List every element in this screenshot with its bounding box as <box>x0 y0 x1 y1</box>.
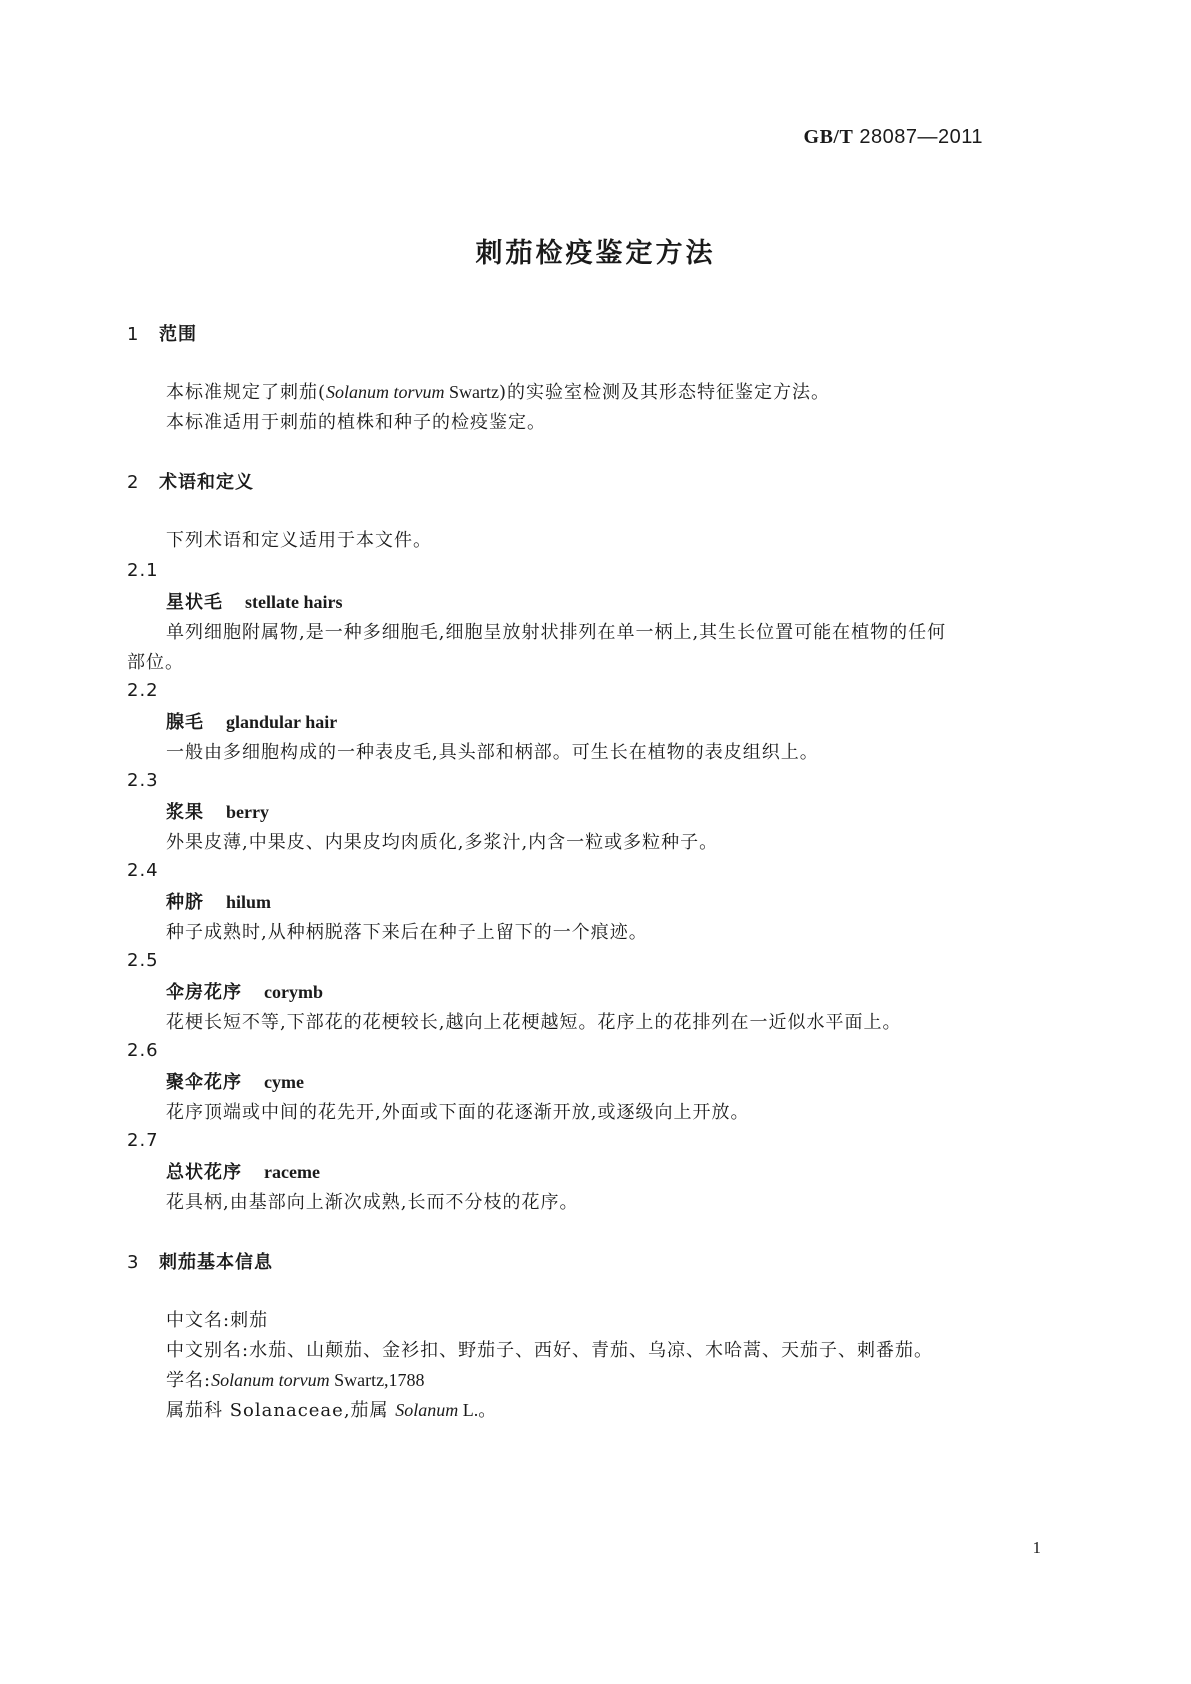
term-heading <box>166 588 342 614</box>
page-number: 1 <box>1032 1538 1041 1557</box>
section-1-heading <box>127 320 197 346</box>
author: Swartz,1788 <box>329 1370 425 1390</box>
term-en: stellate hairs <box>245 592 343 612</box>
author: Swartz <box>444 382 500 402</box>
term-definition: 一般由多细胞构成的一种表皮毛,具头部和柄部。可生长在植物的表皮组织上。 <box>166 742 819 763</box>
latin-name: Solanum <box>395 1400 459 1420</box>
section-3-heading <box>127 1248 273 1274</box>
text: 属茄科 Solanaceae,茄属 <box>166 1400 396 1421</box>
term-heading <box>166 978 323 1004</box>
family-genus <box>166 1396 496 1422</box>
standard-prefix: GB/T <box>803 126 854 148</box>
term-heading <box>166 888 271 914</box>
standard-code: 28087—2011 <box>859 126 983 148</box>
text: )的实验室检测及其形态特征鉴定方法。 <box>499 382 831 403</box>
term-en: glandular hair <box>226 712 338 732</box>
term-number: 2.4 <box>127 860 159 881</box>
term-number: 2.7 <box>127 1130 159 1151</box>
section-title: 范围 <box>159 324 197 345</box>
term-en: cyme <box>264 1072 304 1092</box>
chinese-name: 中文名:刺茄 <box>166 1310 269 1331</box>
text: L.。 <box>458 1400 497 1420</box>
section-number: 1 <box>127 324 140 345</box>
term-heading <box>166 1068 304 1094</box>
term-zh: 星状毛 <box>166 592 223 613</box>
section-2-intro: 下列术语和定义适用于本文件。 <box>166 530 432 551</box>
term-en: raceme <box>264 1162 320 1182</box>
term-zh: 浆果 <box>166 802 204 823</box>
term-definition: 花梗长短不等,下部花的花梗较长,越向上花梗越短。花序上的花排列在一近似水平面上。 <box>166 1012 902 1033</box>
section-1-paragraph-2: 本标准适用于刺茄的植株和种子的检疫鉴定。 <box>166 412 546 433</box>
term-definition: 外果皮薄,中果皮、内果皮均肉质化,多浆汁,内含一粒或多粒种子。 <box>166 832 719 853</box>
term-zh: 腺毛 <box>166 712 204 733</box>
term-definition-continued: 部位。 <box>127 652 184 673</box>
term-number: 2.5 <box>127 950 159 971</box>
term-definition: 花具柄,由基部向上渐次成熟,长而不分枝的花序。 <box>166 1192 579 1213</box>
document-title: 刺茄检疫鉴定方法 <box>475 238 716 269</box>
section-title: 刺茄基本信息 <box>159 1252 273 1273</box>
latin-name: Solanum torvum <box>326 382 445 402</box>
term-number: 2.2 <box>127 680 159 701</box>
section-number: 2 <box>127 472 140 493</box>
section-2-heading <box>127 468 254 494</box>
term-heading <box>166 1158 320 1184</box>
scientific-name <box>166 1366 425 1392</box>
term-heading <box>166 798 269 824</box>
chinese-aliases: 中文别名:水茄、山颠茄、金衫扣、野茄子、西好、青茄、乌凉、木哈蒿、天茄子、刺番茄。 <box>166 1340 934 1361</box>
term-zh: 伞房花序 <box>166 982 242 1003</box>
term-number: 2.1 <box>127 560 159 581</box>
term-en: berry <box>226 802 269 822</box>
section-1-paragraph-1 <box>166 378 830 404</box>
text: 本标准规定了刺茄( <box>166 382 327 403</box>
section-number: 3 <box>127 1252 140 1273</box>
term-en: hilum <box>226 892 272 912</box>
term-zh: 种脐 <box>166 892 204 913</box>
term-definition: 种子成熟时,从种柄脱落下来后在种子上留下的一个痕迹。 <box>166 922 648 943</box>
term-en: corymb <box>264 982 323 1002</box>
term-definition: 花序顶端或中间的花先开,外面或下面的花逐渐开放,或逐级向上开放。 <box>166 1102 750 1123</box>
standard-number <box>804 126 983 149</box>
term-number: 2.6 <box>127 1040 159 1061</box>
term-heading <box>166 708 337 734</box>
term-zh: 总状花序 <box>166 1162 242 1183</box>
text: 学名: <box>166 1370 212 1391</box>
section-title: 术语和定义 <box>159 472 254 493</box>
term-definition: 单列细胞附属物,是一种多细胞毛,细胞呈放射状排列在单一柄上,其生长位置可能在植物的任何 <box>166 622 947 643</box>
term-number: 2.3 <box>127 770 159 791</box>
term-zh: 聚伞花序 <box>166 1072 242 1093</box>
latin-name: Solanum torvum <box>211 1370 330 1390</box>
